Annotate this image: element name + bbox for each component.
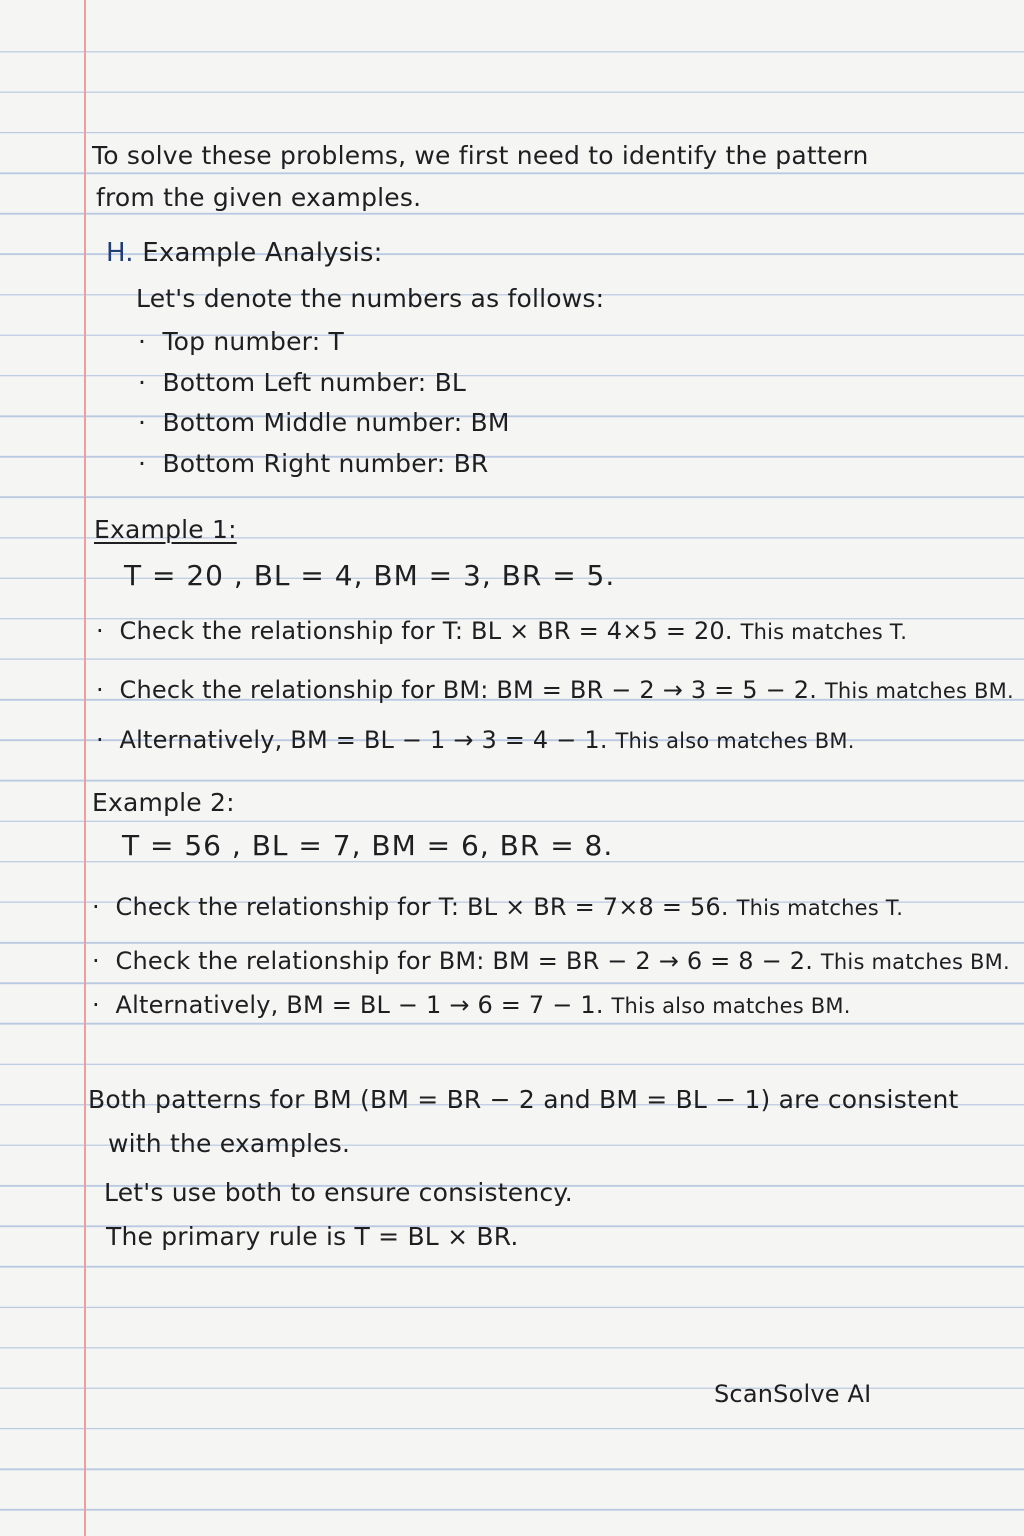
check-result: This also matches BM. (611, 994, 851, 1018)
check-text: Alternatively, BM = BL − 1 → 6 = 7 − 1. (115, 991, 604, 1019)
conclusion-line-2: with the examples. (108, 1129, 351, 1158)
check-text: Check the relationship for T: BL × BR = 4×5 = 20. (119, 617, 733, 645)
example-1-check-bm: · Check the relationship for BM: BM = BR − 2 → 3 = 5 − 2. This matches BM. (96, 676, 1014, 704)
example-2-check-t: · Check the relationship for T: BL × BR = 7×8 = 56. This matches T. (92, 893, 904, 921)
check-result: This matches T. (740, 620, 908, 644)
margin-line (84, 0, 86, 1536)
list-item-text-bottom-middle: Bottom Middle number: BM (162, 408, 510, 437)
example-2-alt: · Alternatively, BM = BL − 1 → 6 = 7 − 1. This also matches BM. (92, 991, 851, 1019)
section-heading (106, 238, 383, 268)
check-result: This matches T. (736, 896, 904, 920)
list-item-text-bottom-left: Bottom Left number: BL (162, 368, 467, 397)
list-item: · Bottom Right number: BR (138, 449, 489, 478)
check-text: Check the relationship for BM: BM = BR − 2 → 6 = 8 − 2. (115, 947, 814, 975)
example-1-alt: · Alternatively, BM = BL − 1 → 3 = 4 − 1. This also matches BM. (96, 726, 855, 754)
list-item: · Bottom Middle number: BM (138, 408, 510, 437)
example-1-check-t: · Check the relationship for T: BL × BR = 4×5 = 20. This matches T. (96, 617, 908, 645)
conclusion-line-1: Both patterns for BM (BM = BR − 2 and BM = BL − 1) are consistent (88, 1085, 959, 1114)
check-result: This also matches BM. (615, 729, 855, 753)
check-text: Check the relationship for T: BL × BR = 7×8 = 56. (115, 893, 729, 921)
example-2-check-bm: · Check the relationship for BM: BM = BR − 2 → 6 = 8 − 2. This matches BM. (92, 947, 1010, 975)
list-item: · Top number: T (138, 327, 344, 356)
intro-line-1: To solve these problems, we first need to identify the pattern (92, 141, 869, 170)
section-title: Example Analysis: (142, 238, 383, 268)
check-text: Alternatively, BM = BL − 1 → 3 = 4 − 1. (119, 726, 608, 754)
list-item: · Bottom Left number: BL (138, 368, 467, 397)
list-item-text-bottom-right: Bottom Right number: BR (162, 449, 489, 478)
check-result: This matches BM. (820, 950, 1010, 974)
signature: ScanSolve AI (714, 1380, 872, 1408)
primary-rule: The primary rule is T = BL × BR. (106, 1222, 519, 1251)
section-number: H. (106, 238, 134, 268)
intro-line-2: from the given examples. (96, 183, 422, 212)
check-text: Check the relationship for BM: BM = BR − 2 → 3 = 5 − 2. (119, 676, 818, 704)
example-2-heading: Example 2: (92, 788, 235, 817)
list-item-text-top: Top number: T (162, 327, 344, 356)
check-result: This matches BM. (824, 679, 1014, 703)
example-2-values: T = 56 , BL = 7, BM = 6, BR = 8. (122, 829, 614, 862)
conclusion-line-3: Let's use both to ensure consistency. (104, 1178, 573, 1207)
example-1-heading: Example 1: (94, 515, 237, 544)
example-1-values: T = 20 , BL = 4, BM = 3, BR = 5. (124, 559, 616, 592)
denote-line: Let's denote the numbers as follows: (136, 284, 605, 313)
